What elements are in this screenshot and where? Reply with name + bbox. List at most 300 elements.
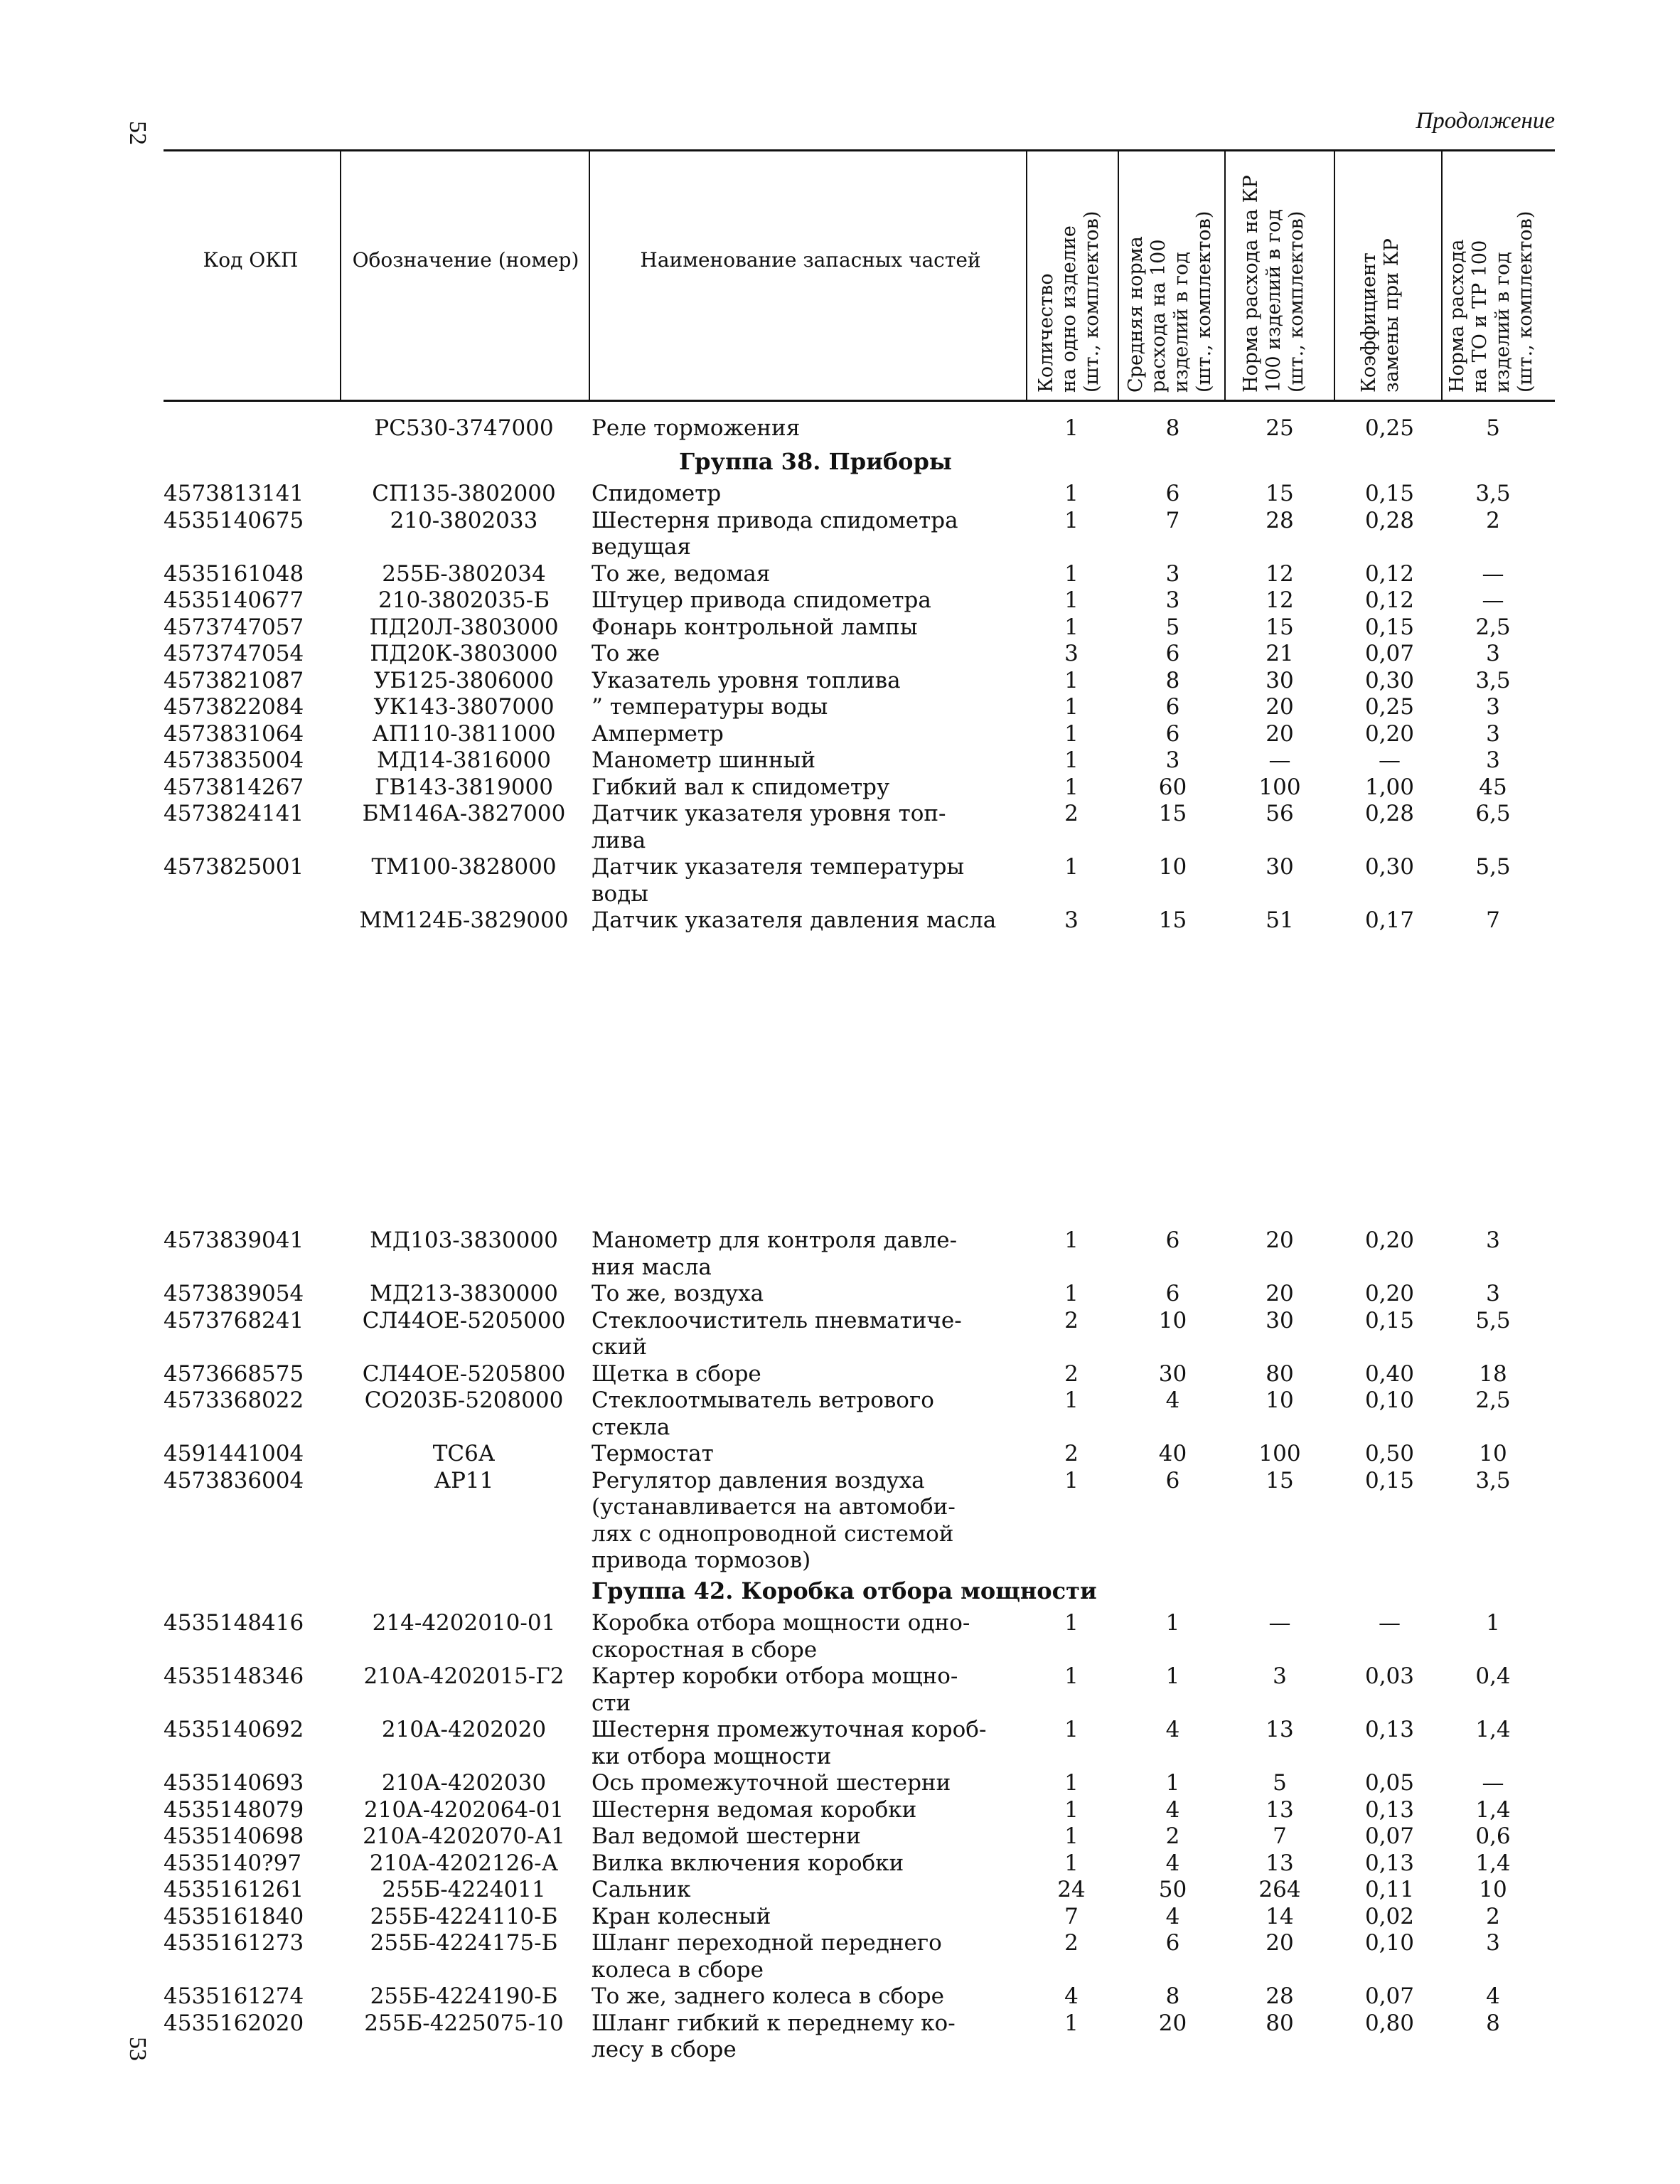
to-norm-cell: 18 — [1479, 1360, 1507, 1387]
table-row — [0, 853, 1680, 907]
group-42-title: Группа 42. Коробка отбора мощности — [592, 1577, 1097, 1604]
table-row — [0, 1850, 1680, 1877]
to-norm-cell: 3 — [1486, 641, 1500, 666]
designation-cell: СП135-3802000 — [372, 481, 556, 506]
designation-cell: 210А-4202015-Г2 — [363, 1663, 565, 1689]
designation-cell: МД213-3830000 — [370, 1281, 558, 1306]
coef-cell: 0,13 — [1364, 1850, 1415, 1876]
code-cell: 4535148079 — [164, 1796, 304, 1823]
to-norm-cell: 8 — [1486, 2010, 1500, 2036]
qty-cell: 1 — [1064, 1467, 1079, 1493]
to-norm-cell: 6,5 — [1475, 801, 1511, 826]
coef-cell: 0,40 — [1364, 1360, 1415, 1387]
table-row — [0, 1929, 1680, 1983]
name-cell: Шестерня промежуточная короб- — [592, 1717, 987, 1742]
kr-norm-cell: 80 — [1266, 2010, 1294, 2036]
avg-norm-cell: 4 — [1165, 1850, 1180, 1876]
table-row — [0, 1387, 1680, 1440]
designation-cell: 210-3802035-Б — [378, 587, 550, 613]
name-cell: Шестерня ведомая коробки — [592, 1796, 917, 1823]
to-norm-cell: 0,6 — [1475, 1823, 1511, 1849]
name-cell: лива — [592, 827, 646, 853]
header-designation: Обозначение (номер) — [352, 248, 579, 272]
kr-norm-cell: 25 — [1266, 415, 1294, 441]
to-norm-cell: — — [1482, 587, 1504, 613]
coef-cell: 0,50 — [1364, 1441, 1415, 1466]
avg-norm-cell: 20 — [1158, 2010, 1187, 2036]
code-cell: 4573821087 — [164, 667, 304, 693]
designation-cell: МД103-3830000 — [370, 1227, 558, 1253]
header-bottom-rule — [164, 400, 1555, 402]
kr-norm-cell: 15 — [1266, 614, 1294, 640]
designation-cell: ТМ100-3828000 — [371, 854, 557, 880]
code-cell: 4535161274 — [164, 1983, 304, 2009]
name-cell: ский — [592, 1334, 648, 1360]
kr-norm-cell: 10 — [1266, 1387, 1294, 1413]
avg-norm-cell: 10 — [1158, 854, 1187, 880]
code-cell: 4573824141 — [164, 801, 304, 826]
avg-norm-cell: 2 — [1165, 1823, 1180, 1849]
qty-cell: 1 — [1064, 614, 1079, 640]
name-cell: привода тормозов) — [592, 1548, 811, 1573]
designation-cell: 210-3802033 — [390, 507, 538, 533]
col-divider — [589, 151, 590, 400]
designation-cell: ПД20Л-3803000 — [369, 614, 559, 640]
qty-cell: 2 — [1064, 1307, 1079, 1333]
qty-cell: 7 — [1064, 1903, 1079, 1929]
coef-cell: 0,28 — [1364, 507, 1415, 533]
to-norm-cell: 3 — [1486, 694, 1500, 720]
name-cell: Спидометр — [592, 481, 722, 506]
code-cell: 4573368022 — [164, 1387, 304, 1413]
designation-cell: 214-4202010-01 — [372, 1610, 556, 1636]
code-cell: 4573813141 — [164, 481, 304, 506]
avg-norm-cell: 6 — [1165, 1467, 1180, 1493]
kr-norm-cell: 13 — [1266, 1796, 1294, 1823]
qty-cell: 1 — [1064, 1227, 1079, 1253]
to-norm-cell: 1,4 — [1475, 1850, 1511, 1876]
qty-cell: 1 — [1064, 1663, 1079, 1689]
name-cell: Вал ведомой шестерни — [592, 1823, 861, 1849]
designation-cell: СЛ44ОЕ-5205000 — [362, 1307, 566, 1333]
qty-cell: 1 — [1064, 720, 1079, 747]
coef-cell: 0,07 — [1364, 1823, 1415, 1849]
coef-cell: 0,30 — [1364, 854, 1415, 880]
avg-norm-cell: 40 — [1158, 1441, 1187, 1466]
qty-cell: 1 — [1064, 507, 1079, 533]
designation-cell: 255Б-4224110-Б — [370, 1903, 558, 1929]
qty-cell: 1 — [1064, 1850, 1079, 1876]
qty-cell: 1 — [1064, 747, 1079, 773]
avg-norm-cell: 50 — [1158, 1877, 1187, 1902]
table-row — [0, 1876, 1680, 1903]
name-cell: скоростная в сборе — [592, 1636, 818, 1663]
code-cell: 4573814267 — [164, 774, 304, 800]
kr-norm-cell: 20 — [1266, 1930, 1294, 1956]
designation-cell: 210А-4202064-01 — [363, 1796, 565, 1823]
kr-norm-cell: 30 — [1266, 667, 1294, 693]
avg-norm-cell: 5 — [1165, 614, 1180, 640]
to-norm-cell: 5,5 — [1475, 854, 1511, 880]
name-cell: Фонарь контрольной лампы — [592, 614, 918, 640]
code-cell: 4573668575 — [164, 1360, 304, 1387]
designation-cell: 255Б-4224175-Б — [370, 1930, 558, 1956]
coef-cell: — — [1379, 747, 1401, 773]
kr-norm-cell: 56 — [1266, 801, 1294, 826]
designation-cell: ММ124Б-3829000 — [359, 907, 569, 933]
header-qty-line: (шт., комплектов) — [1081, 211, 1103, 393]
designation-cell: 210А-4202030 — [381, 1770, 547, 1796]
name-cell: сти — [592, 1690, 631, 1716]
to-norm-cell: 3 — [1486, 747, 1500, 773]
code-cell: 4573835004 — [164, 747, 304, 773]
qty-cell: 1 — [1064, 694, 1079, 720]
coef-cell: 1,00 — [1364, 774, 1415, 800]
coef-cell: 0,11 — [1364, 1877, 1415, 1902]
name-cell: Вилка включения коробки — [592, 1850, 904, 1876]
designation-cell: УК143-3807000 — [373, 694, 555, 720]
coef-cell: 0,17 — [1364, 907, 1415, 933]
coef-cell: 0,12 — [1364, 587, 1415, 613]
qty-cell: 4 — [1064, 1983, 1079, 2009]
coef-cell: 0,07 — [1364, 1983, 1415, 2009]
kr-norm-cell: 14 — [1266, 1903, 1294, 1929]
avg-norm-cell: 1 — [1165, 1610, 1180, 1636]
kr-norm-cell: 30 — [1266, 1307, 1294, 1333]
table-row — [0, 747, 1680, 774]
designation-cell: ПД20К-3803000 — [370, 641, 558, 666]
designation-cell: 210А-4202126-А — [369, 1850, 559, 1876]
qty-cell: 3 — [1064, 907, 1079, 933]
coef-cell: 0,20 — [1364, 720, 1415, 747]
coef-cell: 0,03 — [1364, 1663, 1415, 1689]
coef-cell: 0,13 — [1364, 1796, 1415, 1823]
code-cell: 4573768241 — [164, 1307, 304, 1333]
header-coef-line: Коэффициент — [1358, 252, 1380, 393]
qty-cell: 1 — [1064, 774, 1079, 800]
qty-cell: 1 — [1064, 667, 1079, 693]
designation-cell: 210А-4202020 — [381, 1717, 547, 1742]
qty-cell: 1 — [1064, 1717, 1079, 1742]
table-row — [0, 1796, 1680, 1823]
designation-cell: СЛ44ОЕ-5205800 — [362, 1360, 566, 1387]
to-norm-cell: 10 — [1479, 1441, 1507, 1466]
avg-norm-cell: 1 — [1165, 1663, 1180, 1689]
avg-norm-cell: 4 — [1165, 1387, 1180, 1413]
coef-cell: 0,07 — [1364, 641, 1415, 666]
table-row — [0, 507, 1680, 560]
header-avg-line: изделий в год — [1170, 252, 1192, 393]
name-cell: Шестерня привода спидометра — [592, 507, 958, 533]
table-row — [0, 1609, 1680, 1663]
name-cell: ” температуры воды — [592, 694, 828, 720]
code-cell: 4535140677 — [164, 587, 304, 613]
table-row — [0, 774, 1680, 801]
kr-norm-cell: 21 — [1266, 641, 1294, 666]
avg-norm-cell: 15 — [1158, 801, 1187, 826]
code-cell: 4535161273 — [164, 1930, 304, 1956]
avg-norm-cell: 6 — [1165, 720, 1180, 747]
code-cell: 4535161261 — [164, 1877, 304, 1902]
avg-norm-cell: 6 — [1165, 1281, 1180, 1306]
code-cell: 4573822084 — [164, 694, 304, 720]
table-row — [0, 1440, 1680, 1467]
code-cell: 4573836004 — [164, 1467, 304, 1493]
avg-norm-cell: 60 — [1158, 774, 1187, 800]
table-row — [0, 614, 1680, 641]
name-cell: (устанавливается на автомоби- — [592, 1494, 956, 1520]
name-cell: Термостат — [592, 1441, 714, 1466]
table-row — [0, 800, 1680, 853]
designation-cell: МД14-3816000 — [377, 747, 551, 773]
name-cell: Манометр шинный — [592, 747, 815, 773]
qty-cell: 1 — [1064, 854, 1079, 880]
table-row — [0, 1307, 1680, 1360]
table-row — [0, 1903, 1680, 1930]
to-norm-cell: 3,5 — [1475, 1467, 1511, 1493]
avg-norm-cell: 4 — [1165, 1717, 1180, 1742]
designation-cell: 255Б-4224011 — [382, 1877, 546, 1902]
header-qty-line: Количество — [1035, 273, 1057, 393]
name-cell: ния масла — [592, 1254, 712, 1280]
kr-norm-cell: 15 — [1266, 1467, 1294, 1493]
header-top-rule — [164, 149, 1555, 151]
name-cell: То же, воздуха — [592, 1281, 764, 1306]
code-cell: 4573747057 — [164, 614, 304, 640]
avg-norm-cell: 30 — [1158, 1360, 1187, 1387]
qty-cell: 1 — [1064, 1387, 1079, 1413]
designation-cell: 255Б-4224190-Б — [370, 1983, 558, 2009]
qty-cell: 1 — [1064, 560, 1079, 587]
to-norm-cell: — — [1482, 560, 1504, 587]
avg-norm-cell: 4 — [1165, 1796, 1180, 1823]
to-norm-cell: 1 — [1486, 1610, 1500, 1636]
kr-norm-cell: — — [1268, 1610, 1291, 1636]
header-qty-line: на одно изделие — [1058, 225, 1080, 393]
name-cell: То же — [592, 641, 660, 666]
designation-cell: СО203Б-5208000 — [364, 1387, 564, 1413]
table-row — [0, 560, 1680, 587]
name-cell: Сальник — [592, 1877, 691, 1902]
kr-norm-cell: 15 — [1266, 481, 1294, 506]
coef-cell: 0,10 — [1364, 1387, 1415, 1413]
kr-norm-cell: 80 — [1266, 1360, 1294, 1387]
name-cell: Коробка отбора мощности одно- — [592, 1610, 970, 1636]
avg-norm-cell: 15 — [1158, 907, 1187, 933]
table-row — [0, 1983, 1680, 2010]
kr-norm-cell: 28 — [1266, 1983, 1294, 2009]
page-number-bottom: 53 — [124, 2037, 151, 2061]
code-cell: 4535140692 — [164, 1717, 304, 1742]
coef-cell: 0,02 — [1364, 1903, 1415, 1929]
name-cell: Датчик указателя уровня топ- — [592, 801, 946, 826]
name-cell: Манометр для контроля давле- — [592, 1227, 958, 1253]
name-cell: Шланг переходной переднего — [592, 1930, 942, 1956]
code-cell: 4535161840 — [164, 1903, 304, 1929]
qty-cell: 2 — [1064, 1360, 1079, 1387]
qty-cell: 1 — [1064, 481, 1079, 506]
avg-norm-cell: 6 — [1165, 481, 1180, 506]
qty-cell: 1 — [1064, 1610, 1079, 1636]
table-row — [0, 480, 1680, 507]
qty-cell: 2 — [1064, 1930, 1079, 1956]
table-row — [0, 693, 1680, 720]
coef-cell: 0,10 — [1364, 1930, 1415, 1956]
group-38-title: Группа 38. Приборы — [679, 448, 952, 475]
col-divider — [1118, 151, 1119, 400]
header-avg-line: (шт., комплектов) — [1193, 211, 1215, 393]
kr-norm-cell: 12 — [1266, 560, 1294, 587]
col-divider — [1441, 151, 1443, 400]
code-cell: 4573747054 — [164, 641, 304, 666]
header-to-line: Норма расхода — [1446, 239, 1468, 393]
kr-norm-cell: 51 — [1266, 907, 1294, 933]
coef-cell: 0,20 — [1364, 1281, 1415, 1306]
name-cell: Штуцер привода спидометра — [592, 587, 931, 613]
avg-norm-cell: 3 — [1165, 747, 1180, 773]
kr-norm-cell: 100 — [1258, 1441, 1301, 1466]
designation-cell: ГВ143-3819000 — [374, 774, 553, 800]
table-row — [0, 587, 1680, 614]
to-norm-cell: 2 — [1486, 1903, 1500, 1929]
code-cell: 4535140675 — [164, 507, 304, 533]
code-cell: 4535148346 — [164, 1663, 304, 1689]
designation-cell: РС530-3747000 — [374, 415, 554, 441]
name-cell: Датчик указателя температуры — [592, 854, 965, 880]
coef-cell: 0,12 — [1364, 560, 1415, 587]
qty-cell: 3 — [1064, 641, 1079, 666]
avg-norm-cell: 6 — [1165, 694, 1180, 720]
name-cell: Датчик указателя давления масла — [592, 907, 997, 933]
to-norm-cell: 3,5 — [1475, 481, 1511, 506]
header-code: Код ОКП — [203, 248, 299, 272]
to-norm-cell: 10 — [1479, 1877, 1507, 1902]
coef-cell: 0,80 — [1364, 2010, 1415, 2036]
designation-cell: АР11 — [434, 1467, 494, 1493]
col-divider — [1224, 151, 1226, 400]
continuation-label: Продолжение — [1416, 108, 1555, 134]
kr-norm-cell: 13 — [1266, 1717, 1294, 1742]
table-row — [0, 720, 1680, 747]
header-to-line: (шт., комплектов) — [1514, 211, 1536, 393]
designation-cell: 255Б-3802034 — [382, 560, 546, 587]
to-norm-cell: 2 — [1486, 507, 1500, 533]
table-row — [0, 415, 1680, 442]
kr-norm-cell: 20 — [1266, 720, 1294, 747]
kr-norm-cell: 12 — [1266, 587, 1294, 613]
header-kr-line: Норма расхода на КР — [1240, 175, 1262, 393]
avg-norm-cell: 8 — [1165, 1983, 1180, 2009]
kr-norm-cell: 100 — [1258, 774, 1301, 800]
name-cell: Стеклоочиститель пневматиче- — [592, 1307, 962, 1333]
name-cell: Регулятор давления воздуха — [592, 1467, 925, 1493]
kr-norm-cell: 7 — [1273, 1823, 1287, 1849]
avg-norm-cell: 8 — [1165, 415, 1180, 441]
code-cell: 4573839041 — [164, 1227, 304, 1253]
table-row — [0, 1280, 1680, 1307]
to-norm-cell: 3 — [1486, 1227, 1500, 1253]
page-number-top: 52 — [124, 121, 151, 145]
to-norm-cell: 7 — [1486, 907, 1500, 933]
designation-cell: 210А-4202070-А1 — [363, 1823, 565, 1849]
header-avg-line: Средняя норма — [1125, 236, 1147, 393]
code-cell: 4591441004 — [164, 1441, 304, 1466]
table-row — [0, 1467, 1680, 1573]
table-row — [0, 1716, 1680, 1769]
col-divider — [340, 151, 341, 400]
name-cell: ведущая — [592, 534, 691, 560]
col-divider — [1026, 151, 1027, 400]
avg-norm-cell: 7 — [1165, 507, 1180, 533]
code-cell: 4573831064 — [164, 720, 304, 747]
designation-cell: 255Б-4225075-10 — [364, 2010, 564, 2036]
table-row — [0, 907, 1680, 934]
table-row — [0, 1227, 1680, 1280]
header-avg-line: расхода на 100 — [1147, 239, 1170, 393]
coef-cell: 0,15 — [1364, 481, 1415, 506]
code-cell: 4535140?97 — [164, 1850, 302, 1876]
code-cell: 4535140693 — [164, 1770, 304, 1796]
code-cell: 4535161048 — [164, 560, 304, 587]
designation-cell: АП110-3811000 — [372, 720, 556, 747]
name-cell: Кран колесный — [592, 1903, 771, 1929]
name-cell: Стеклоотмыватель ветрового — [592, 1387, 934, 1413]
table-row — [0, 667, 1680, 694]
code-cell: 4535140698 — [164, 1823, 304, 1849]
qty-cell: 1 — [1064, 2010, 1079, 2036]
table-row — [0, 640, 1680, 667]
code-cell: 4573825001 — [164, 854, 304, 880]
qty-cell: 2 — [1064, 1441, 1079, 1466]
header-name: Наименование запасных частей — [640, 248, 981, 272]
kr-norm-cell: 264 — [1258, 1877, 1301, 1902]
name-cell: Ось промежуточной шестерни — [592, 1770, 951, 1796]
table-row — [0, 2010, 1680, 2062]
avg-norm-cell: 6 — [1165, 1227, 1180, 1253]
name-cell: колеса в сборе — [592, 1956, 764, 1983]
to-norm-cell: 5,5 — [1475, 1307, 1511, 1333]
col-divider — [1334, 151, 1335, 400]
code-cell: 4535162020 — [164, 2010, 304, 2036]
to-norm-cell: 3,5 — [1475, 667, 1511, 693]
kr-norm-cell: 20 — [1266, 694, 1294, 720]
to-norm-cell: 2,5 — [1475, 614, 1511, 640]
table-row — [0, 1663, 1680, 1716]
qty-cell: 1 — [1064, 1281, 1079, 1306]
coef-cell: 0,28 — [1364, 801, 1415, 826]
kr-norm-cell: 13 — [1266, 1850, 1294, 1876]
coef-cell: 0,13 — [1364, 1717, 1415, 1742]
kr-norm-cell: 30 — [1266, 854, 1294, 880]
to-norm-cell: 2,5 — [1475, 1387, 1511, 1413]
to-norm-cell: — — [1482, 1770, 1504, 1796]
to-norm-cell: 3 — [1486, 1281, 1500, 1306]
name-cell: лях с однопроводной системой — [592, 1520, 954, 1547]
table-row — [0, 1769, 1680, 1796]
to-norm-cell: 0,4 — [1475, 1663, 1511, 1689]
kr-norm-cell: 3 — [1273, 1663, 1287, 1689]
avg-norm-cell: 8 — [1165, 667, 1180, 693]
name-cell: Щетка в сборе — [592, 1360, 761, 1387]
qty-cell: 1 — [1064, 587, 1079, 613]
code-cell: 4535148416 — [164, 1610, 304, 1636]
name-cell: воды — [592, 880, 648, 907]
header-coef-line: замены при КР — [1381, 238, 1403, 393]
to-norm-cell: 1,4 — [1475, 1796, 1511, 1823]
name-cell: Картер коробки отбора мощно- — [592, 1663, 958, 1689]
designation-cell: УБ125-3806000 — [374, 667, 554, 693]
qty-cell: 2 — [1064, 801, 1079, 826]
